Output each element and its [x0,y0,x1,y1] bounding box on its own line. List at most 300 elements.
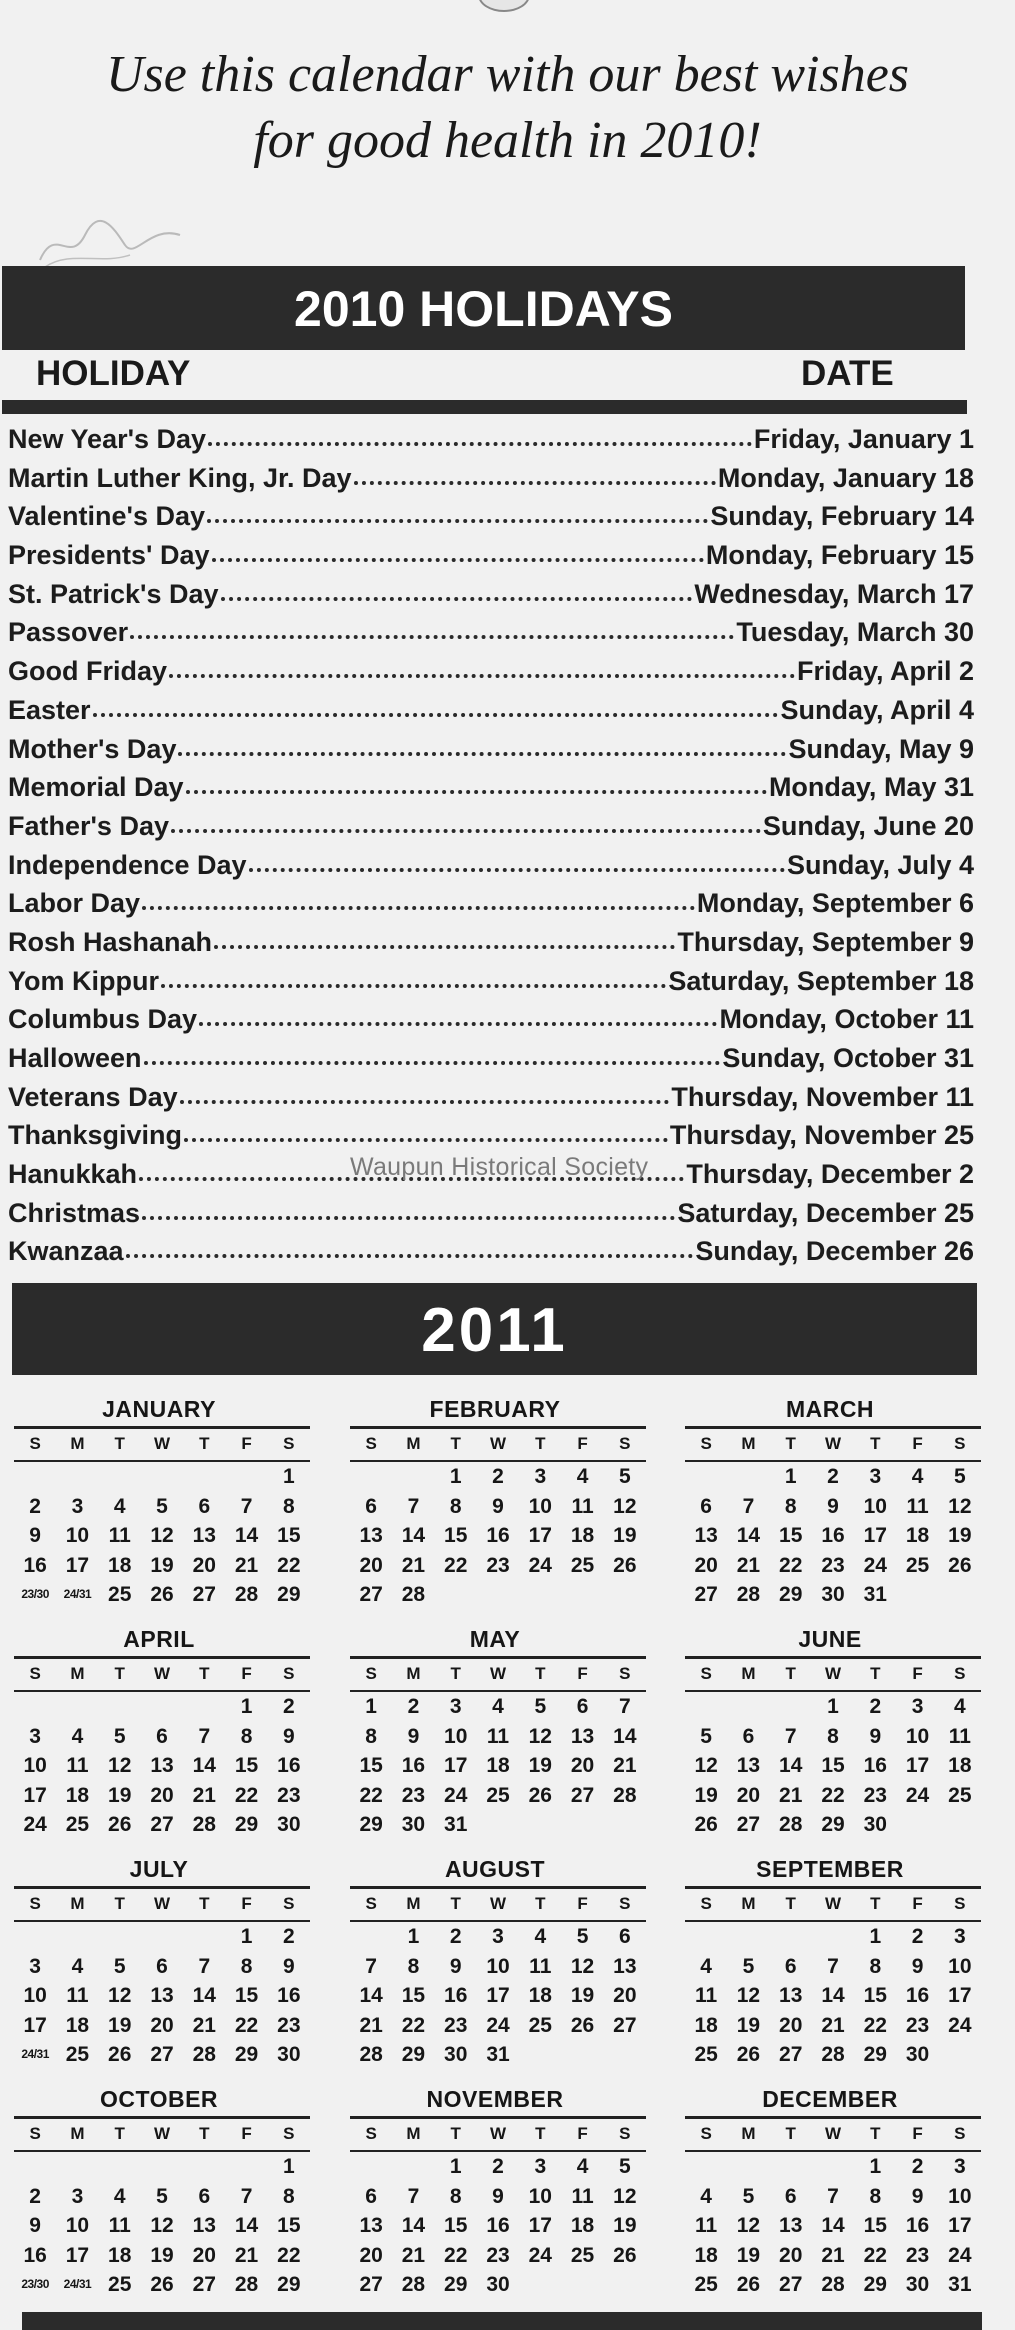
week-row [350,1692,646,1722]
day-cell: 7 [407,2184,420,2208]
day-cell: 11 [108,1524,131,1547]
month-calendar-april [14,1622,310,1840]
week-row [685,1551,981,1581]
day-cell: 18 [528,1984,552,2007]
holiday-date: Thursday, November 25 [669,1120,974,1151]
weekday-label: T [785,1434,796,1453]
day-cell: 17 [23,2013,47,2037]
holiday-name: Memorial Day [8,772,184,803]
weekday-header-row [350,1429,646,1459]
day-cell: 11 [529,1954,552,1978]
holiday-name: Independence Day [8,849,247,880]
day-cell: 13 [779,2214,803,2237]
day-cell: 25 [108,2273,132,2296]
weekday-label: S [954,1894,966,1913]
week-row [685,1952,981,1982]
week-row [350,2241,646,2271]
day-cell: 13 [570,1724,595,1748]
day-cell: 31 [863,1583,887,1606]
day-cell: 8 [869,1954,882,1978]
month-title: JANUARY [102,1396,216,1422]
day-cell: 22 [359,1783,383,1807]
day-cell: 18 [108,2243,132,2267]
week-row [350,1492,646,1522]
day-cell: 14 [821,2214,845,2237]
day-cell: 26 [736,2273,761,2296]
tagline [0,42,1015,174]
day-cell: 17 [948,1984,972,2007]
day-cell: 15 [863,1984,887,2007]
day-cell: 21 [359,2013,383,2037]
day-cell: 26 [570,2013,595,2037]
day-cell: 26 [948,1553,972,1577]
leader-dots [161,980,666,988]
week-row [14,1810,310,1840]
holiday-name: Kwanzaa [8,1236,124,1267]
week-row [350,1462,646,1492]
weekday-label: T [199,1664,210,1683]
day-cell: 4 [576,1465,589,1488]
day-cell: 22 [821,1783,845,1807]
weekday-label: T [870,1434,881,1453]
day-cell: 9 [283,1724,295,1748]
weekday-label: T [114,1664,125,1683]
holiday-name: Passover [8,617,129,648]
week-row [685,1722,981,1752]
day-cell: 17 [65,2243,90,2267]
day-cell: 3 [534,2155,547,2178]
day-cell: 15 [234,1754,259,1777]
day-cell: 12 [736,1984,761,2007]
day-cell [939,1810,981,1840]
weekday-label: S [29,1664,41,1683]
day-cell: 27 [192,2273,216,2296]
month-title: JULY [129,1856,189,1882]
day-cell: 28 [234,1583,259,1606]
day-cell: 27 [150,2043,174,2066]
day-cell: 4 [492,1695,504,1718]
day-cell: 14 [401,2214,426,2237]
day-cell: 27 [192,1583,216,1606]
leader-dots [354,477,716,485]
day-cell: 19 [528,1754,552,1777]
day-cell: 18 [570,2214,595,2237]
week-row [14,1521,310,1551]
weekday-label: M [741,1664,756,1683]
week-row [685,1580,981,1610]
weekday-label: F [577,1434,588,1453]
day-cell: 26 [694,1813,718,1836]
day-cell [350,2152,392,2182]
leader-dots [221,593,693,601]
day-cell [56,1692,98,1722]
day-cell: 21 [821,2013,845,2037]
day-cell: 9 [283,1954,295,1978]
day-cell [519,2040,561,2070]
pencil-scribble-mark [30,205,190,275]
day-cell: 12 [108,1984,132,2007]
weekday-label: W [153,1664,171,1683]
day-cell: 24/31 [63,2277,92,2291]
weekday-label: S [365,1434,377,1453]
day-cell: 10 [65,2214,90,2237]
day-cell: 27 [613,2013,637,2037]
day-cell: 5 [619,2155,631,2178]
day-cell: 29 [863,2273,887,2296]
holiday-name: Christmas [8,1197,141,1228]
weekday-label: S [283,1894,295,1913]
day-cell: 17 [65,1553,90,1577]
watermark-text: Waupun Historical Society [350,1153,649,1181]
week-row [685,1692,981,1722]
day-cell: 12 [528,1724,552,1748]
day-cell: 25 [948,1783,972,1807]
day-cell: 5 [742,2184,755,2208]
month-title: AUGUST [444,1856,546,1882]
day-cell: 9 [911,1954,924,1978]
month-title: DECEMBER [762,2086,898,2112]
day-cell: 30 [277,2043,301,2066]
weekday-label: W [824,1894,842,1913]
day-cell: 5 [742,1954,755,1978]
weekday-label: T [870,1894,881,1913]
day-cell: 20 [150,1783,174,1807]
day-cell: 4 [113,1494,126,1518]
day-cell [812,1922,854,1952]
weekday-label: S [29,1894,41,1913]
day-cell: 16 [863,1754,887,1777]
day-cell: 11 [66,1984,89,2007]
day-cell [99,1922,141,1952]
day-cell: 16 [277,1984,301,2007]
month-title: SEPTEMBER [756,1856,904,1882]
day-cell: 15 [444,2214,468,2237]
day-cell: 14 [736,1524,761,1547]
day-cell: 20 [192,2243,216,2267]
day-cell: 16 [23,2243,47,2267]
weekday-label: S [700,1664,712,1683]
day-cell: 4 [71,1724,84,1748]
day-cell: 9 [869,1724,882,1748]
week-row [350,2211,646,2241]
day-cell [561,1810,603,1840]
month-calendar-march [685,1392,981,1610]
holiday-row [8,1043,974,1082]
day-cell: 26 [108,1813,132,1836]
weekday-label: F [241,1434,252,1453]
weekday-label: M [70,1894,85,1913]
weekday-header-row [14,1429,310,1459]
holiday-row [8,811,974,850]
day-cell: 23 [821,1553,845,1577]
day-cell: 18 [694,2013,718,2037]
week-row [14,1751,310,1781]
weekday-header-row [685,2119,981,2149]
holiday-date: Saturday, December 25 [677,1197,974,1228]
header-rule [2,400,967,414]
day-cell: 1 [449,1465,462,1488]
leader-dots [214,941,675,949]
weekday-label: M [406,1894,421,1913]
day-cell: 7 [198,1954,211,1978]
day-cell: 16 [277,1754,301,1777]
week-row [14,1922,310,1952]
day-cell: 24 [948,2013,972,2037]
day-cell: 16 [486,1524,510,1547]
day-cell: 2 [407,1695,420,1718]
weekday-label: T [114,1434,125,1453]
weekday-label: T [785,1664,796,1683]
weekday-label: T [114,2124,125,2143]
week-row [14,1952,310,1982]
banner-2010-holidays: 2010 HOLIDAYS [2,266,965,350]
holiday-date: Sunday, April 4 [780,694,974,725]
day-cell: 4 [700,2184,712,2208]
weekday-header-row [685,1429,981,1459]
leader-dots [186,786,767,794]
day-cell: 21 [192,2013,216,2037]
day-cell: 12 [948,1494,972,1518]
day-cell [519,1810,561,1840]
day-cell: 24 [23,1813,47,1836]
column-header-holiday: HOLIDAY [36,354,191,393]
holiday-name: Yom Kippur [8,965,159,996]
day-cell: 31 [486,2043,510,2066]
day-cell: 15 [779,1524,803,1547]
week-row [685,1810,981,1840]
day-cell: 18 [65,2013,90,2037]
day-cell: 13 [192,2214,216,2237]
day-cell: 19 [570,1984,595,2007]
day-cell: 9 [492,1494,504,1518]
day-cell: 25 [905,1553,930,1577]
day-cell: 26 [736,2043,761,2066]
holiday-row [8,1198,974,1237]
day-cell: 26 [108,2043,132,2066]
day-cell: 3 [954,2155,966,2178]
weekday-label: S [29,1434,41,1453]
day-cell: 4 [113,2184,126,2208]
day-cell: 8 [784,1494,797,1518]
day-cell: 2 [492,1465,504,1488]
day-cell: 30 [905,2043,930,2066]
weekday-label: M [406,1434,421,1453]
day-cell: 26 [528,1783,552,1807]
day-cell: 8 [407,1954,420,1978]
day-cell: 25 [65,2043,90,2066]
day-cell: 24 [486,2013,510,2037]
weekday-label: S [283,2124,295,2143]
holiday-date: Monday, May 31 [768,772,974,803]
day-cell [99,2152,141,2182]
day-cell: 7 [365,1954,377,1978]
day-cell [183,1692,225,1722]
day-cell: 29 [277,1583,301,1606]
day-cell: 8 [283,1494,295,1518]
day-cell: 27 [359,2273,383,2296]
month-calendar-september [685,1852,981,2070]
day-cell: 10 [528,1494,552,1518]
week-row [350,1580,646,1610]
weekday-label: W [824,2124,842,2143]
holiday-name: St. Patrick's Day [8,578,219,609]
day-cell: 7 [827,1954,839,1978]
day-cell: 25 [694,2273,718,2296]
week-row [14,1492,310,1522]
week-row [350,2152,646,2182]
day-cell: 11 [108,2214,131,2237]
day-cell [183,2152,225,2182]
day-cell [604,1580,646,1610]
leader-dots [208,438,752,446]
leader-dots [212,554,704,562]
day-cell: 22 [444,1553,468,1577]
day-cell: 28 [821,2273,845,2296]
week-row [350,1722,646,1752]
month-calendar-june [685,1622,981,1840]
day-cell: 21 [401,2243,426,2267]
day-cell [561,2270,603,2300]
day-cell [727,1922,769,1952]
day-cell: 28 [613,1783,637,1807]
day-cell [435,1580,477,1610]
week-row [14,1981,310,2011]
holiday-date: Thursday, November 11 [671,1081,974,1112]
day-cell: 29 [401,2043,426,2066]
day-cell: 14 [234,1524,259,1547]
day-cell: 22 [277,2243,301,2267]
day-cell: 21 [779,1783,803,1807]
day-cell: 19 [736,2013,761,2037]
day-cell: 3 [71,2184,84,2208]
leader-dots [142,902,695,910]
weekday-label: F [241,1894,252,1913]
day-cell: 23 [486,2243,510,2267]
day-cell: 20 [779,2013,803,2037]
week-row [350,1781,646,1811]
month-calendar-november [350,2082,646,2300]
day-cell: 12 [694,1754,718,1777]
day-cell: 23 [401,1783,426,1807]
day-cell: 3 [449,1695,462,1718]
day-cell: 27 [359,1583,383,1606]
day-cell: 10 [948,1954,972,1978]
day-cell: 17 [486,1984,510,2007]
day-cell: 13 [192,1524,216,1547]
day-cell: 2 [449,1925,462,1948]
holiday-row [8,966,974,1005]
day-cell: 15 [234,1984,259,2007]
day-cell: 1 [283,2155,295,2178]
day-cell: 29 [234,1813,259,1836]
weekday-label: S [365,2124,377,2143]
month-title: MAY [469,1626,521,1652]
day-cell: 9 [492,2184,504,2208]
holiday-row [8,1082,974,1121]
day-cell: 30 [444,2043,468,2066]
day-cell: 20 [359,1553,383,1577]
day-cell: 13 [613,1954,637,1978]
day-cell: 30 [905,2273,930,2296]
day-cell [770,1692,812,1722]
weekday-label: S [619,1434,631,1453]
day-cell: 28 [736,1583,761,1606]
day-cell: 23/30 [21,2277,49,2291]
day-cell: 9 [407,1724,420,1748]
day-cell [99,1692,141,1722]
day-cell: 5 [954,1465,966,1488]
week-row [685,1781,981,1811]
day-cell: 12 [613,2184,637,2208]
day-cell: 16 [486,2214,510,2237]
tagline-line-2: for good health in 2010! [253,112,762,169]
day-cell: 9 [29,1524,41,1547]
day-cell: 28 [779,1813,803,1836]
day-cell: 17 [528,1524,552,1547]
day-cell: 25 [65,1813,90,1836]
day-cell: 12 [736,2214,761,2237]
day-cell: 18 [694,2243,718,2267]
day-cell: 14 [192,1754,216,1777]
holiday-date: Monday, February 15 [705,540,974,571]
day-cell: 19 [613,2214,637,2237]
day-cell: 18 [905,1524,930,1547]
day-cell: 15 [444,1524,468,1547]
leader-dots [144,1057,721,1065]
day-cell: 19 [108,2013,132,2037]
holiday-row [8,888,974,927]
day-cell: 14 [359,1984,383,2007]
month-calendar-january [14,1392,310,1610]
day-cell: 23 [277,1783,301,1807]
day-cell: 2 [827,1465,839,1488]
day-cell: 18 [108,1553,132,1577]
day-cell: 21 [234,2243,259,2267]
weekday-label: M [70,1434,85,1453]
day-cell: 19 [613,1524,637,1547]
day-cell [392,1462,434,1492]
holiday-row [8,617,974,656]
weekday-label: F [912,1434,923,1453]
day-cell [939,1580,981,1610]
day-cell: 11 [906,1494,929,1518]
day-cell: 9 [911,2184,924,2208]
day-cell: 13 [150,1984,174,2007]
day-cell: 6 [156,1954,168,1978]
day-cell: 7 [240,1494,253,1518]
month-calendar-may [350,1622,646,1840]
day-cell: 18 [570,1524,595,1547]
day-cell [99,1462,141,1492]
leader-dots [199,1018,717,1026]
day-cell: 24/31 [63,1587,92,1601]
month-title: MARCH [785,1396,875,1422]
day-cell: 6 [742,1724,755,1748]
holiday-date: Sunday, May 9 [788,733,974,764]
week-row [350,1521,646,1551]
day-cell: 19 [150,1553,174,1577]
week-row [350,2270,646,2300]
day-cell: 25 [570,1553,595,1577]
week-row [685,2182,981,2212]
week-row [350,2011,646,2041]
day-cell: 4 [576,2155,589,2178]
day-cell: 24 [863,1553,887,1577]
week-row [350,2182,646,2212]
day-cell: 6 [365,2184,377,2208]
week-row [685,1492,981,1522]
day-cell: 23 [863,1783,887,1807]
